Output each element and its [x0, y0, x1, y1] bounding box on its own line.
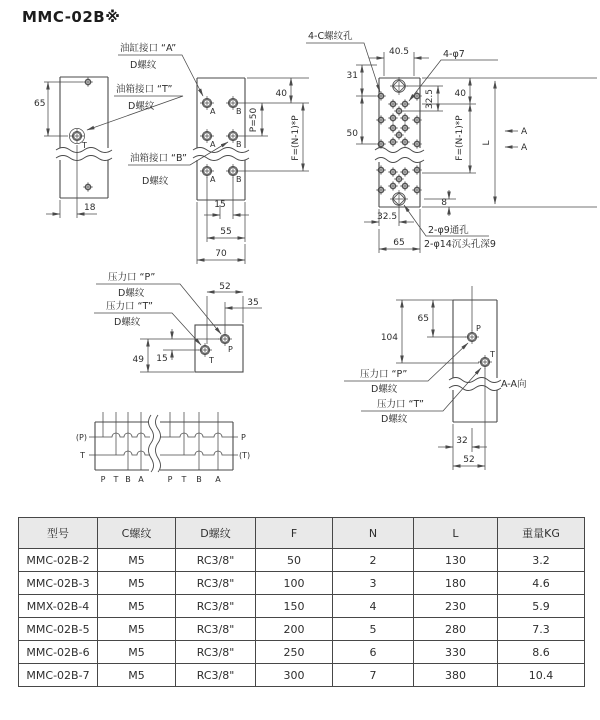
- dim-32-5-side: 32.5: [425, 88, 435, 110]
- port-letter-a: A: [210, 107, 216, 116]
- dim-31: 31: [346, 71, 358, 81]
- table-row: [19, 572, 585, 595]
- circuit-diagram: [76, 412, 250, 484]
- rail-label-p-left: (P): [75, 433, 87, 442]
- cell-weight: 3.2: [498, 549, 585, 572]
- dim-50: 50: [346, 129, 358, 139]
- label-through-hole: 2-φ9通孔: [428, 225, 469, 236]
- label-thread-p: D螺纹: [371, 384, 398, 395]
- cell-model: MMC-02B-2: [19, 549, 98, 572]
- cell-f: 100: [256, 572, 333, 595]
- cell-c-thread: M5: [98, 572, 176, 595]
- col-header-weight: 重量KG: [498, 518, 585, 549]
- dim-40: 40: [275, 89, 287, 99]
- cell-n: 4: [333, 595, 414, 618]
- cell-c-thread: M5: [98, 549, 176, 572]
- p-port-view: [94, 271, 262, 372]
- label-counterbore: 2-φ14沉头孔深9: [424, 239, 496, 250]
- spec-table-container: [18, 517, 584, 687]
- section-aa-view: [344, 286, 527, 470]
- cell-weight: 8.6: [498, 641, 585, 664]
- side-view: [34, 42, 228, 218]
- station-port-b: B: [196, 475, 202, 484]
- label-4-phi7: 4-φ7: [443, 49, 465, 60]
- cell-n: 3: [333, 572, 414, 595]
- cell-n: 5: [333, 618, 414, 641]
- label-port-t: 油箱接口 “T”: [116, 84, 173, 95]
- cell-weight: 5.9: [498, 595, 585, 618]
- port-letter-b: B: [236, 140, 242, 149]
- hole: [83, 182, 93, 192]
- rail-label-t-left: T: [80, 451, 85, 460]
- spec-table: [18, 517, 585, 687]
- label-thread-t: D螺纹: [128, 101, 155, 112]
- cell-l: 180: [414, 572, 498, 595]
- col-header-f: F: [256, 518, 333, 549]
- dim-104: 104: [380, 333, 398, 343]
- cell-f: 300: [256, 664, 333, 687]
- label-thread-b: D螺纹: [142, 176, 169, 187]
- dim-55: 55: [220, 227, 232, 237]
- col-header-d-thread: D螺纹: [176, 518, 256, 549]
- dim-pitch: P=50: [249, 107, 259, 133]
- dim-f: F=(N-1)*P: [291, 115, 301, 161]
- port-letter-t: T: [490, 350, 495, 359]
- cell-n: 6: [333, 641, 414, 664]
- port-letter-a: A: [210, 140, 216, 149]
- dim-52: 52: [463, 455, 475, 465]
- col-header-n: N: [333, 518, 414, 549]
- cell-c-thread: M5: [98, 595, 176, 618]
- cell-f: 250: [256, 641, 333, 664]
- port-letter-b: B: [236, 107, 242, 116]
- dim-l: L: [482, 140, 492, 146]
- dim-40: 40: [454, 89, 466, 99]
- rail-label-p-right: P: [241, 433, 246, 442]
- cell-d-thread: RC3/8": [176, 641, 256, 664]
- station-port-p: P: [100, 475, 106, 484]
- port-letter-p: P: [476, 324, 481, 333]
- dim-35: 35: [247, 298, 259, 308]
- table-row: [19, 549, 585, 572]
- cell-model: MMC-02B-5: [19, 618, 98, 641]
- cell-d-thread: RC3/8": [176, 572, 256, 595]
- header-row: [19, 518, 585, 549]
- dim-40-5: 40.5: [388, 47, 410, 57]
- station-port-t: T: [181, 475, 187, 484]
- table-row: [19, 618, 585, 641]
- cell-d-thread: RC3/8": [176, 595, 256, 618]
- dim-18: 18: [84, 203, 96, 213]
- label-pressure-t: 压力口 “T”: [106, 301, 153, 312]
- rail-label-t-right: (T): [239, 451, 251, 460]
- cell-l: 130: [414, 549, 498, 572]
- label-thread-t: D螺纹: [381, 414, 408, 425]
- cell-model: MMC-02B-6: [19, 641, 98, 664]
- station-port-p: P: [167, 475, 173, 484]
- section-arrow-a: A: [521, 127, 528, 137]
- col-header-l: L: [414, 518, 498, 549]
- section-label: A-A向: [501, 379, 527, 390]
- cell-l: 380: [414, 664, 498, 687]
- cell-c-thread: M5: [98, 664, 176, 687]
- cell-weight: 4.6: [498, 572, 585, 595]
- dim-f: F=(N-1)*P: [455, 115, 465, 161]
- dim-65: 65: [417, 314, 429, 324]
- label-port-a: 油缸接口 “A”: [120, 43, 177, 54]
- hole: [83, 77, 93, 87]
- dim-8: 8: [441, 198, 447, 208]
- page-title: MMC-02B※: [22, 8, 121, 26]
- port-letter-a: A: [210, 175, 216, 184]
- cell-f: 150: [256, 595, 333, 618]
- dim-32-5-bottom: 32.5: [377, 212, 398, 222]
- col-header-c-thread: C螺纹: [98, 518, 176, 549]
- dim-49: 49: [132, 355, 144, 365]
- label-pressure-t: 压力口 “T”: [377, 399, 424, 410]
- cell-d-thread: RC3/8": [176, 664, 256, 687]
- cell-weight: 7.3: [498, 618, 585, 641]
- cell-model: MMC-02B-3: [19, 572, 98, 595]
- station-port-t: T: [113, 475, 119, 484]
- dim-15: 15: [156, 354, 168, 364]
- dim-65: 65: [34, 99, 46, 109]
- cell-f: 50: [256, 549, 333, 572]
- label-pressure-p: 压力口 “P”: [360, 369, 408, 380]
- cell-weight: 10.4: [498, 664, 585, 687]
- cell-l: 230: [414, 595, 498, 618]
- cell-c-thread: M5: [98, 641, 176, 664]
- cell-d-thread: RC3/8": [176, 618, 256, 641]
- table-row: [19, 664, 585, 687]
- cell-model: MMC-02B-7: [19, 664, 98, 687]
- cell-l: 280: [414, 618, 498, 641]
- label-port-b: 油箱接口 “B”: [130, 153, 187, 164]
- dim-52: 52: [219, 282, 231, 292]
- cell-d-thread: RC3/8": [176, 549, 256, 572]
- port-letter: T: [82, 141, 87, 150]
- cell-model: MMX-02B-4: [19, 595, 98, 618]
- label-c-holes: 4-C螺纹孔: [308, 31, 353, 42]
- table-row: [19, 641, 585, 664]
- label-thread-p: D螺纹: [118, 288, 145, 299]
- dim-32: 32: [456, 436, 468, 446]
- port-face-view: [193, 78, 309, 264]
- station-port-a: A: [138, 475, 144, 484]
- port-letter-p: P: [228, 345, 233, 354]
- dim-70: 70: [215, 249, 227, 259]
- port-letter-b: B: [236, 175, 242, 184]
- cell-f: 200: [256, 618, 333, 641]
- station-port-b: B: [125, 475, 131, 484]
- cell-n: 2: [333, 549, 414, 572]
- cell-n: 7: [333, 664, 414, 687]
- dim-65: 65: [393, 238, 405, 248]
- label-thread-a: D螺纹: [130, 60, 157, 71]
- dim-15: 15: [214, 200, 226, 210]
- section-arrow-a: A: [521, 143, 528, 153]
- mounting-face-view: [306, 30, 597, 253]
- cell-c-thread: M5: [98, 618, 176, 641]
- col-header-model: 型号: [19, 518, 98, 549]
- station-port-a: A: [215, 475, 221, 484]
- cell-l: 330: [414, 641, 498, 664]
- label-pressure-p: 压力口 “P”: [108, 272, 156, 283]
- table-row: [19, 595, 585, 618]
- label-thread-t: D螺纹: [114, 317, 141, 328]
- port-letter-t: T: [209, 356, 214, 365]
